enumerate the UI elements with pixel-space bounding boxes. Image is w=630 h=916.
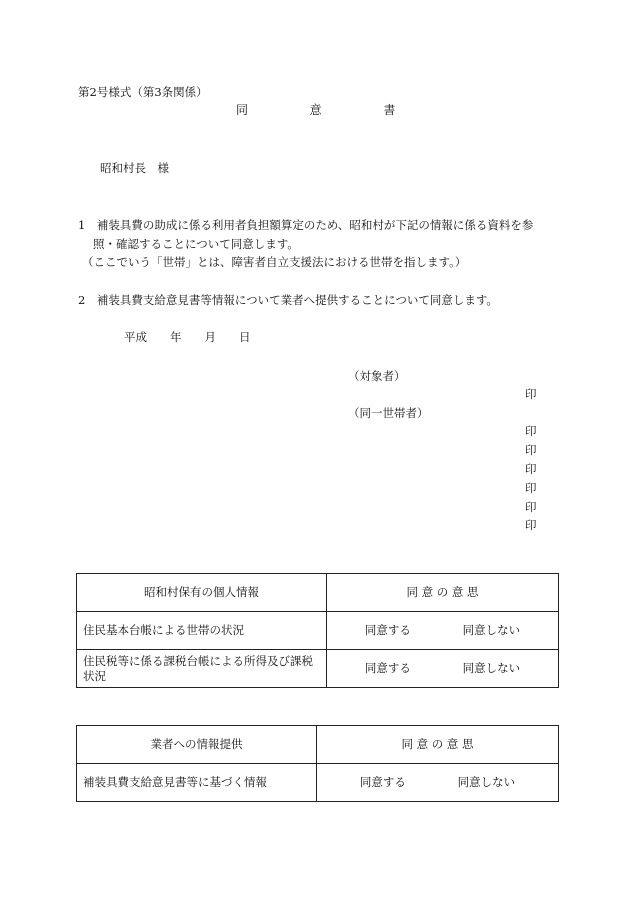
form-number: 第2号様式（第3条関係） <box>78 85 208 99</box>
seal-mark: 印 <box>525 387 537 401</box>
seal-mark: 印 <box>525 518 537 532</box>
title-char: 意 <box>309 103 322 117</box>
seal-mark: 印 <box>525 500 537 514</box>
household-label: （同一世帯者） <box>348 406 429 420</box>
table-row <box>77 612 559 650</box>
table-row <box>77 650 559 688</box>
table-row <box>77 764 559 802</box>
item2: 2 補装具費支給意見書等情報について業者へ提供することについて同意します。 <box>78 293 498 307</box>
disagree-option[interactable]: 同意しない <box>462 623 521 637</box>
info-cell: 住民税等に係る課税台帳による所得及び課税状況 <box>77 650 327 688</box>
date-line: 平成 年 月 日 <box>124 330 251 344</box>
item1-line1: 1 補装具費の助成に係る利用者負担額算定のため、昭和村が下記の情報に係る資料を参 <box>78 218 534 232</box>
info-column-header: 業者への情報提供 <box>77 726 317 764</box>
item1-note: （ここでいう「世帯」とは、障害者自立支援法における世帯を指します。） <box>82 255 467 269</box>
consent-options <box>327 612 559 650</box>
disagree-option[interactable]: 同意しない <box>457 775 516 789</box>
agree-option[interactable]: 同意する <box>364 623 411 637</box>
consent-column-header: 同 意 の 意 思 <box>317 726 559 764</box>
consent-options <box>327 650 559 688</box>
seal-mark: 印 <box>525 443 537 457</box>
disagree-option[interactable]: 同意しない <box>462 661 521 675</box>
agree-option[interactable]: 同意する <box>359 775 406 789</box>
municipal-info-consent-table <box>76 573 559 688</box>
subject-label: （対象者） <box>348 369 406 383</box>
page-title <box>236 102 395 118</box>
item1-line2: 照・確認することについて同意します。 <box>93 237 299 251</box>
title-char: 書 <box>383 103 396 117</box>
title-char: 同 <box>236 103 249 117</box>
consent-options <box>317 764 559 802</box>
info-column-header: 昭和村保有の個人情報 <box>77 574 327 612</box>
info-cell: 住民基本台帳による世帯の状況 <box>77 612 327 650</box>
vendor-info-consent-table <box>76 725 559 802</box>
addressee: 昭和村長 様 <box>100 161 169 175</box>
agree-option[interactable]: 同意する <box>364 661 411 675</box>
seal-mark: 印 <box>525 424 537 438</box>
consent-column-header: 同 意 の 意 思 <box>327 574 559 612</box>
info-cell: 補装具費支給意見書等に基づく情報 <box>77 764 317 802</box>
seal-mark: 印 <box>525 481 537 495</box>
seal-mark: 印 <box>525 462 537 476</box>
